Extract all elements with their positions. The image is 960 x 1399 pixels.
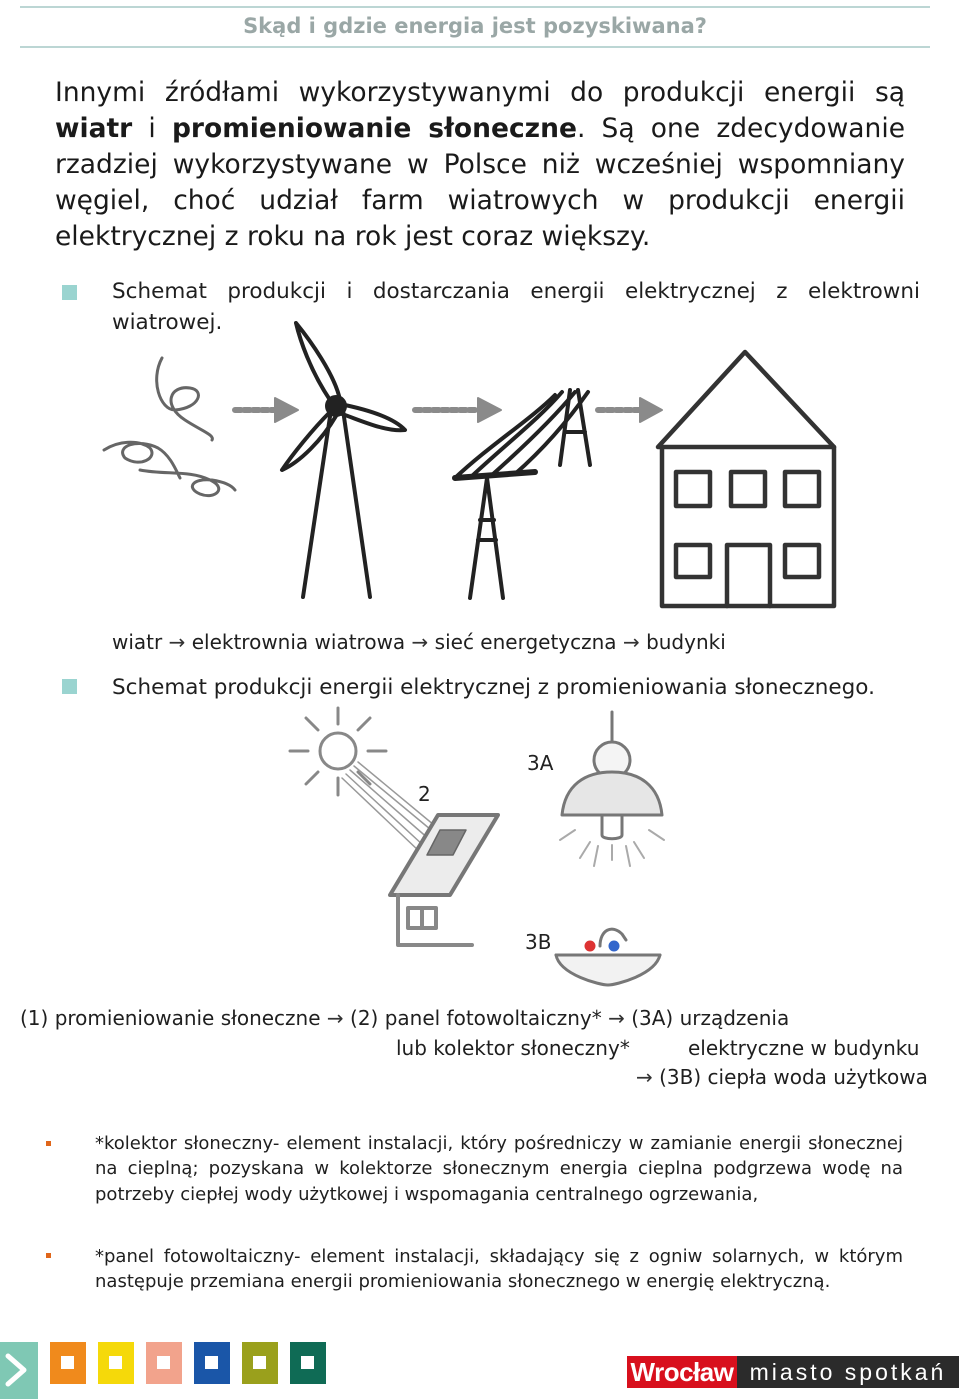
note-collector: *kolektor słoneczny- element instalacji, który pośredniczy w zamianie energii słonecznej na cieplną; pozyskana w kolektorze słonecznym energia cieplna podgrzewa wodę na potrzeby ciepłej wody użytkowej i wspomagania centralnego ogrzewania, bbox=[95, 1133, 903, 1205]
logo-tagline: miasto spotkań bbox=[737, 1356, 959, 1388]
intro-paragraph bbox=[55, 75, 905, 255]
house-icon bbox=[658, 352, 834, 606]
solar-flow-step: (3B) ciepła woda użytkowa bbox=[659, 1065, 928, 1089]
diagram-label-3b: 3B bbox=[525, 930, 552, 954]
footer-square-yellow bbox=[98, 1342, 134, 1384]
solar-flow-line-3 bbox=[636, 1065, 928, 1089]
diagram-label-3a: 3A bbox=[527, 751, 554, 775]
wind-caption: Schemat produkcji i dostarczania energii elektrycznej z elektrowni wiatrowej. bbox=[112, 279, 920, 335]
flow-arrow-icon: → bbox=[326, 1006, 344, 1030]
solar-flow-step: (1) promieniowanie słoneczne bbox=[20, 1006, 321, 1030]
note-bullet bbox=[46, 1141, 51, 1146]
solar-flow-line-2-right: elektryczne w budynku bbox=[688, 1036, 920, 1060]
intro-text-3: . Są one zdecydowanie rzadziej wykorzystywane w Polsce niż wcześniej wspomniany węgiel, choć udział farm wiatrowych w produkcji energii elektrycznej z roku na rok jest coraz większy. bbox=[55, 113, 906, 252]
solar-caption: Schemat produkcji energii elektrycznej z promieniowania słonecznego. bbox=[112, 675, 875, 700]
sun-icon bbox=[290, 708, 386, 795]
wind-flow-step: budynki bbox=[646, 630, 726, 654]
wind-diagram bbox=[0, 310, 960, 620]
solar-bullet bbox=[62, 679, 77, 694]
power-pylon-icon bbox=[455, 390, 590, 598]
flow-arrow-icon: → bbox=[411, 630, 429, 654]
wroclaw-logo: Wrocław bbox=[627, 1356, 737, 1388]
footer-square-pink bbox=[146, 1342, 182, 1384]
diagram-label-2: 2 bbox=[418, 782, 431, 806]
wind-flow-step: elektrownia wiatrowa bbox=[191, 630, 406, 654]
wind-turbine-icon bbox=[282, 323, 405, 597]
wind-flow-step: sieć energetyczna bbox=[434, 630, 617, 654]
small-house-icon bbox=[398, 895, 472, 945]
footer-square-olive bbox=[242, 1342, 278, 1384]
wind-flow-line bbox=[112, 630, 726, 654]
lamp-icon bbox=[560, 712, 664, 866]
flow-arrow-icon: → bbox=[636, 1065, 653, 1089]
solar-flow-step: (3A) urządzenia bbox=[631, 1006, 790, 1030]
wind-bullet bbox=[62, 285, 77, 300]
sink-icon bbox=[556, 929, 660, 985]
wind-flow-step: wiatr bbox=[112, 630, 163, 654]
footer-square-orange bbox=[50, 1342, 86, 1384]
footer-square-blue bbox=[194, 1342, 230, 1384]
solar-diagram bbox=[0, 700, 960, 1000]
note-pv-panel: *panel fotowoltaiczny- element instalacji, składający się z ogniw solarnych, w którym następuje przemiana energii promieniowania słonecznego w energię elektryczną. bbox=[95, 1246, 903, 1293]
solar-flow-line-2-left: lub kolektor słoneczny* bbox=[396, 1036, 630, 1060]
solar-flow-line-1 bbox=[20, 1006, 789, 1030]
intro-text-1: Innymi źródłami wykorzystywanymi do produkcji energii są bbox=[55, 77, 905, 108]
header-bottom-rule bbox=[20, 46, 930, 48]
note-bullet bbox=[46, 1253, 51, 1258]
intro-bold-wind: wiatr bbox=[55, 113, 133, 144]
page-title: Skąd i gdzie energia jest pozyskiwana? bbox=[243, 14, 707, 38]
footer-square-green bbox=[290, 1342, 326, 1384]
flow-arrow-icon: → bbox=[168, 630, 186, 654]
flow-arrow-icon bbox=[235, 398, 662, 422]
flow-arrow-icon: → bbox=[608, 1006, 625, 1030]
intro-text-2: i bbox=[132, 113, 172, 144]
wind-swirl-icon bbox=[104, 358, 235, 496]
solar-panel-icon bbox=[390, 815, 498, 895]
solar-flow-step: (2) panel fotowoltaiczny* bbox=[350, 1006, 602, 1030]
flow-arrow-icon: → bbox=[622, 630, 640, 654]
header-top-rule bbox=[20, 6, 930, 8]
next-arrow-icon[interactable] bbox=[0, 1342, 38, 1399]
intro-bold-solar: promieniowanie słoneczne bbox=[171, 113, 577, 144]
